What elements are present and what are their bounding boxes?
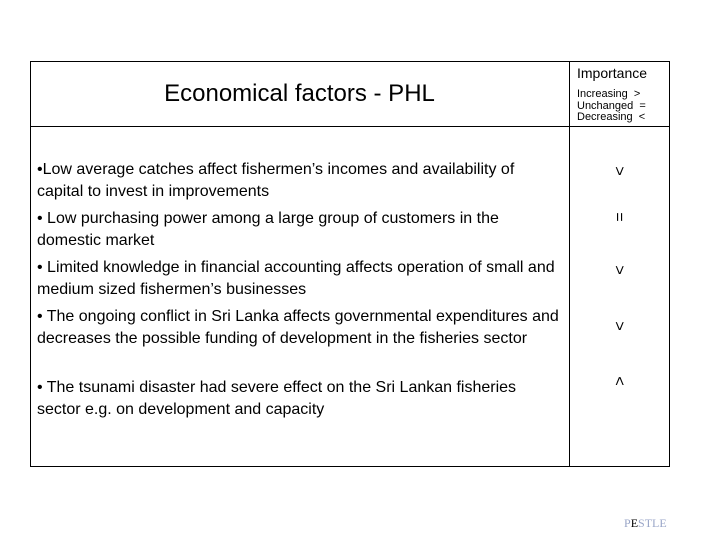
factor-item: • Limited knowledge in financial accounting affects operation of small and medium sized fishermen’s businesses bbox=[37, 259, 555, 298]
legend-label: Increasing bbox=[577, 88, 628, 100]
importance-symbol: > bbox=[610, 321, 628, 331]
legend-label: Decreasing bbox=[577, 111, 633, 123]
footer-highlight: E bbox=[630, 516, 639, 530]
importance-symbol: = bbox=[610, 212, 628, 222]
importance-header: Importance bbox=[577, 65, 648, 81]
legend-label: Unchanged bbox=[577, 99, 634, 112]
factor-item: • The ongoing conflict in Sri Lanka affects governmental expenditures and decreases the possible funding of development in the fisheries sector bbox=[37, 308, 559, 347]
factor-item: • Low purchasing power among a large group of customers in the domestic market bbox=[37, 210, 499, 249]
importance-symbol: < bbox=[610, 376, 628, 386]
importance-legend bbox=[577, 89, 646, 124]
legend-symbol: > bbox=[633, 88, 641, 100]
factor-item: •Low average catches affect fishermen’s incomes and availability of capital to invest in improvements bbox=[37, 161, 515, 200]
footer-pre: P bbox=[624, 516, 631, 530]
importance-symbol: > bbox=[610, 166, 628, 176]
legend-symbol: < bbox=[638, 111, 646, 123]
factor-item: • The tsunami disaster had severe effect on the Sri Lankan fisheries sector e.g. on development and capacity bbox=[37, 379, 517, 418]
footer-post: STLE bbox=[638, 516, 667, 530]
pestle-footer bbox=[624, 516, 667, 531]
importance-symbol: > bbox=[610, 265, 628, 275]
column-divider bbox=[569, 61, 570, 467]
page-title: Economical factors - PHL bbox=[164, 80, 435, 107]
legend-symbol: = bbox=[639, 99, 646, 112]
legend-decreasing bbox=[577, 112, 646, 124]
